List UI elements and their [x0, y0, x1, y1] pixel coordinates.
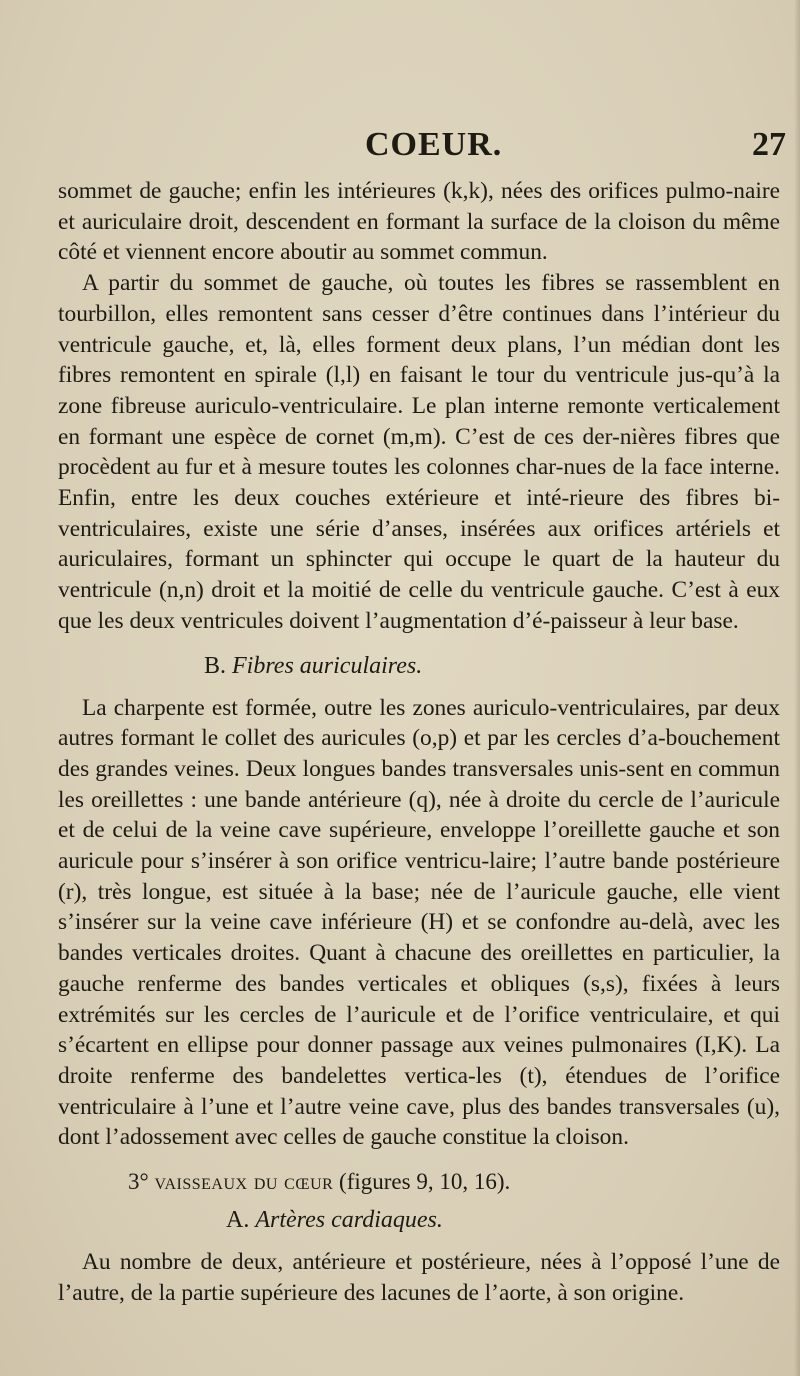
- heading-title: Fibres auriculaires.: [232, 652, 423, 679]
- page-number: 27: [752, 126, 786, 163]
- page-edge-shadow: [794, 0, 800, 1376]
- paragraph-ventricle-fibres: A partir du sommet de gauche, où toutes les fibres se rassemblent en tourbillon, elles remontent sans cesser d’être continues dans l’intérieur du ventricule gauche, et, là, elles forment deux plans, l’un médian dont les fibres remontent en spirale (l,l) en faisant le tour du ventricule jus-qu’à la zone fibreuse auriculo-ventriculaire. Le plan interne remonte verticalement en formant une espèce de cornet (m,m). C’est de ces der-nières fibres que procèdent au fur et à mesure toutes les colonnes char-nues de la face interne. Enfin, entre les deux couches extérieure et inté-rieure des fibres bi-ventriculaires, existe une série d’anses, insérées aux orifices artériels et auriculaires, formant un sphincter qui occupe le quart de la hauteur du ventricule (n,n) droit et la moitié de celle du ventricule gauche. C’est à eux que les deux ventricules doivent l’augmentation d’é-paisseur à leur base.: [58, 270, 780, 634]
- running-head: [40, 126, 790, 166]
- section-heading-arteres: [226, 1205, 780, 1235]
- heading-letter: B.: [204, 652, 233, 679]
- section-heading-vaisseaux: [128, 1167, 780, 1197]
- paragraph-charpente: La charpente est formée, outre les zones auriculo-ventriculaires, par deux autres formant le collet des auricules (o,p) et par les cercles d’a-bouchement des grandes veines. Deux longues bandes transversales unis-sent en commun les oreillettes : une bande antérieure (q), née à droite du cercle de l’auricule et de celui de la veine cave supérieure, enveloppe l’oreillette gauche et son auricule pour s’insérer à son orifice ventricu-laire; l’autre bande postérieure (r), très longue, est située à la base; née de l’auricule gauche, elle vient s’insérer sur la veine cave inférieure (H) et se confondre au-delà, avec les bandes verticales droites. Quant à chacune des oreillettes en particulier, la gauche renferme des bandes verticales et obliques (s,s), fixées à leurs extrémités sur les cercles de l’auricule et de l’orifice ventriculaire, et qui s’écartent en ellipse pour donner passage aux veines pulmonaires (I,K). La droite renferme des bandelettes vertica-les (t), étendues de l’orifice ventriculaire à l’une et l’autre veine cave, plus des bandes transversales (u), dont l’adossement avec celles de gauche constitue la cloison.: [58, 694, 780, 1151]
- section-heading-fibres-auriculaires: [204, 651, 780, 681]
- paragraph-arteres: Au nombre de deux, antérieure et postérieure, nées à l’opposé l’une de l’autre, de la partie supérieure des lacunes de l’aorte, à son origine.: [58, 1249, 780, 1306]
- heading-title: Artères cardiaques.: [255, 1207, 443, 1234]
- heading-figures-ref: (figures 9, 10, 16).: [333, 1169, 511, 1195]
- paragraph-continuation: sommet de gauche; enfin les intérieures (k,k), nées des orifices pulmo-naire et auriculaire droit, descendent en formant la surface de la cloison du même côté et viennent encore aboutir au sommet commun.: [58, 178, 780, 266]
- running-title: COEUR.: [365, 126, 503, 163]
- body-text: [58, 176, 780, 1309]
- heading-number: 3°: [128, 1169, 155, 1195]
- heading-title: vaisseaux du cœur: [154, 1169, 334, 1195]
- heading-letter: A.: [226, 1207, 256, 1234]
